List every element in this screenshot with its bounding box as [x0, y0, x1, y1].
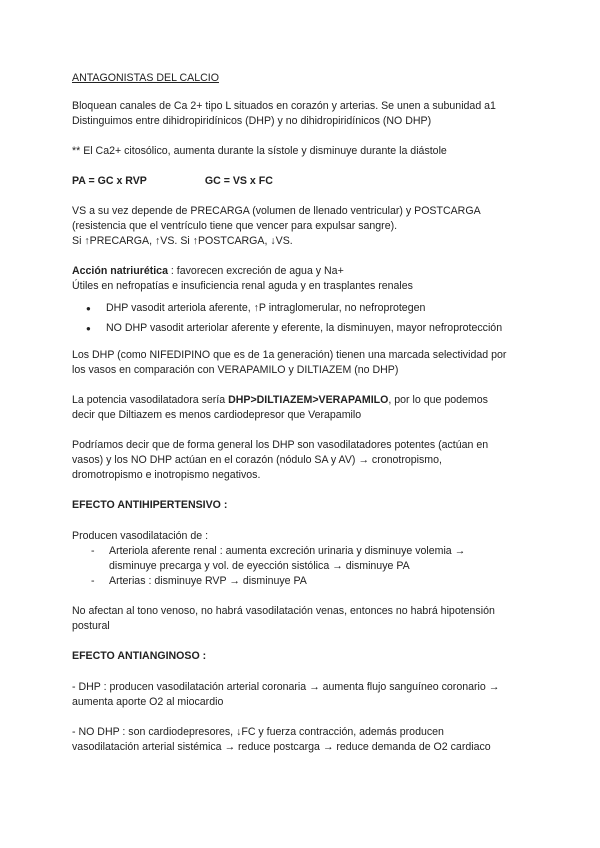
vs-line-1: VS a su vez depende de PRECARGA (volumen de llenado ventricular) y POSTCARGA — [72, 205, 481, 217]
natriuretica-bullet-list — [72, 301, 532, 336]
formula-gc: GC = VS x FC — [204, 175, 273, 187]
list-item: ● DHP vasodit arteriola aferente, ↑P intraglomerular, no nefroprotegen — [72, 301, 532, 316]
intro-paragraph — [72, 99, 532, 129]
general-paragraph — [72, 438, 532, 483]
list-item-line-2: disminuye precarga y vol. de eyección sistólica → disminuye PA — [109, 560, 410, 572]
intro-line-1: Bloquean canales de Ca 2+ tipo L situados en corazón y arterias. Se unen a subunidad a1 — [72, 100, 496, 112]
general-line-1: Podríamos decir que de forma general los DHP son vasodilatadores potentes (actúan en — [72, 439, 489, 451]
antianginoso-dhp-line-2: aumenta aporte O2 al miocardio — [72, 696, 224, 708]
vs-line-3: Si ↑PRECARGA, ↑VS. Si ↑POSTCARGA, ↓VS. — [72, 235, 293, 247]
antianginoso-nodhp-line-2: vasodilatación arterial sistémica → reduce postcarga → reduce demanda de O2 cardiaco — [72, 741, 491, 753]
list-item: - Arterias : disminuye RVP → disminuye PA — [72, 574, 532, 589]
antianginoso-heading: EFECTO ANTIANGINOSO : — [72, 650, 207, 662]
natriuretica-paragraph — [72, 264, 532, 294]
natriuretica-text: : favorecen excreción de agua y Na+ — [167, 265, 344, 277]
list-item — [72, 544, 532, 574]
venoso-paragraph — [72, 604, 532, 634]
vs-paragraph — [72, 204, 532, 249]
list-item-line-1: Arteriola aferente renal : aumenta excreción urinaria y disminuye volemia → — [109, 545, 466, 557]
list-item: ● NO DHP vasodit arteriolar aferente y eferente, la disminuyen, mayor nefroprotección — [72, 321, 532, 336]
antianginoso-nodhp-paragraph — [72, 725, 532, 755]
document-body — [72, 71, 532, 770]
natriuretica-label: Acción natriurética — [72, 265, 168, 277]
potencia-post: , por lo que podemos — [388, 394, 488, 406]
antianginoso-nodhp-line-1: - NO DHP : son cardiodepresores, ↓FC y fuerza contracción, además producen — [72, 726, 444, 738]
selectividad-line-1: Los DHP (como NIFEDIPINO que es de 1a generación) tienen una marcada selectividad por — [72, 349, 507, 361]
potencia-order: DHP>DILTIAZEM>VERAPAMILO — [228, 394, 389, 406]
vs-line-2: (resistencia que el ventrículo tiene que vencer para expulsar sangre). — [72, 220, 398, 232]
antianginoso-dhp-line-1: - DHP : producen vasodilatación arterial coronaria → aumenta flujo sanguíneo coronario → — [72, 681, 500, 693]
potencia-pre: La potencia vasodilatadora sería — [72, 394, 229, 406]
potencia-line-2: decir que Diltiazem es menos cardiodepresor que Verapamilo — [72, 409, 362, 421]
selectividad-line-2: los vasos en comparación con VERAPAMILO y DILTIAZEM (no DHP) — [72, 364, 399, 376]
intro-line-2: Distinguimos entre dihidropiridínicos (DHP) y no dihidropiridínicos (NO DHP) — [72, 115, 432, 127]
formula-line — [72, 174, 532, 189]
formula-pa: PA = GC x RVP — [72, 175, 147, 187]
antihipertensivo-list — [72, 544, 532, 589]
general-line-3: dromotropismo e inotropismo negativos. — [72, 469, 261, 481]
natriuretica-line-2: Útiles en nefropatías e insuficiencia renal aguda y en trasplantes renales — [72, 280, 413, 292]
antianginoso-dhp-paragraph — [72, 680, 532, 710]
antihipertensivo-heading: EFECTO ANTIHIPERTENSIVO : — [72, 499, 228, 511]
selectividad-paragraph — [72, 348, 532, 378]
general-line-2: vasos) y los NO DHP actúan en el corazón (nódulo SA y AV) → cronotropismo, — [72, 454, 442, 466]
venoso-line-2: postural — [72, 620, 110, 632]
antihipertensivo-intro: Producen vasodilatación de : — [72, 530, 209, 542]
potencia-paragraph — [72, 393, 532, 423]
calcium-note: ** El Ca2+ citosólico, aumenta durante la sístole y disminuye durante la diástole — [72, 145, 447, 157]
page-title: ANTAGONISTAS DEL CALCIO — [72, 72, 219, 84]
venoso-line-1: No afectan al tono venoso, no habrá vasodilatación venas, entonces no habrá hipotensión — [72, 605, 495, 617]
